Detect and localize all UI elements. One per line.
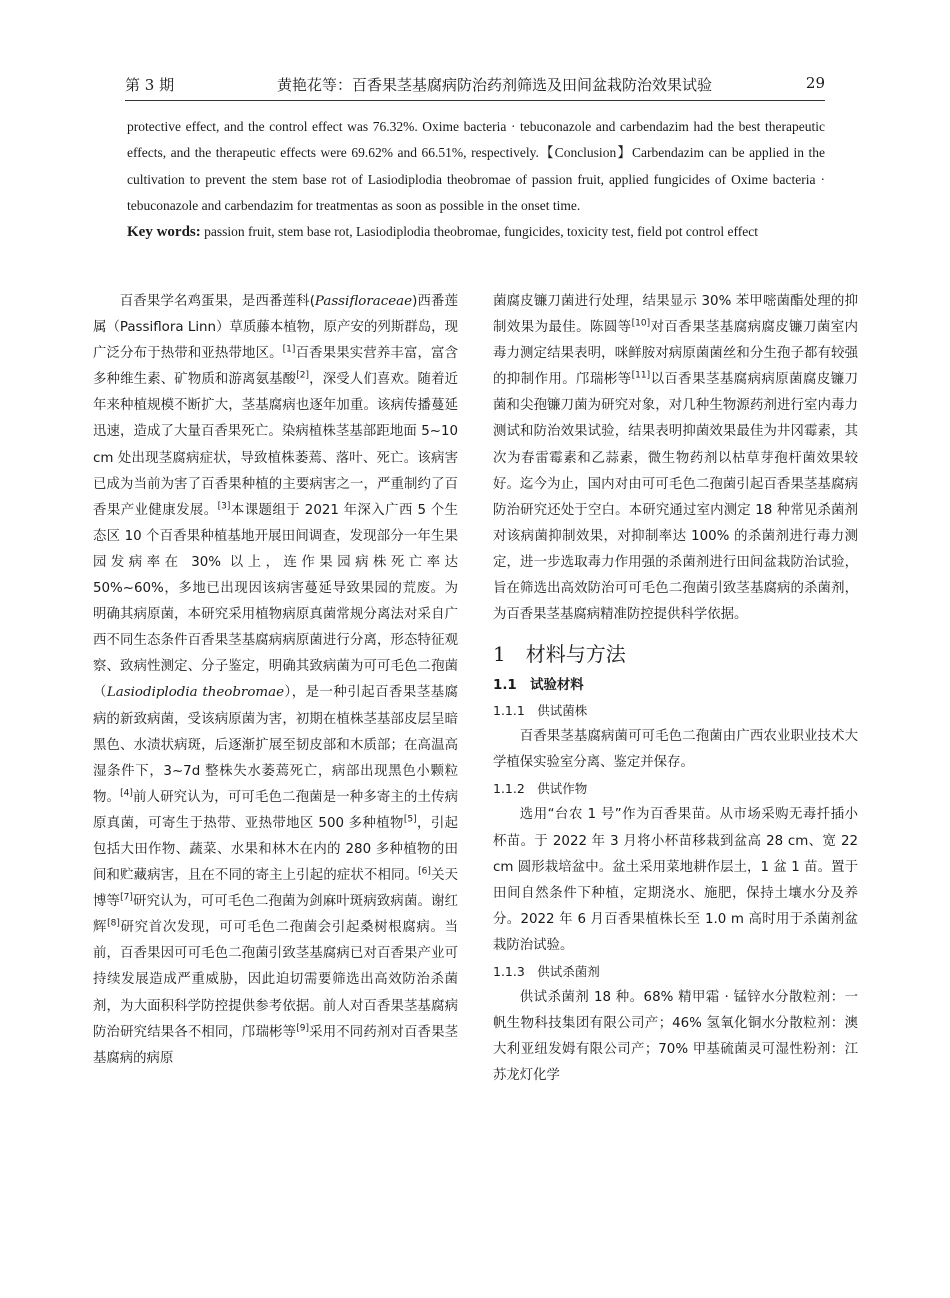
keywords-text: passion fruit, stem base rot, Lasiodiplodia theobromae, fungicides, toxicity test, field pot control effect [204,224,758,240]
citation: [9] [296,1023,309,1034]
citation: [6] [418,866,431,877]
intro-paragraph: 百香果学名鸡蛋果，是西番莲科(Passifloraceae)西番莲属（Passiflora Linn）草质藤本植物，原产安的列斯群岛，现广泛分布于热带和亚热带地区。[1]百香果果实营养丰富，富含多种维生素、矿物质和游离氨基酸[2]，深受人们喜欢。随着近年来种植规模不断扩大，茎基腐病也逐年加重。该病传播蔓延迅速，造成了大量百香果死亡。染病植株茎基部距地面 5~10 cm 处出现茎腐病症状，导致植株萎蔫、落叶、死亡。该病害已成为当前为害了百香果种植的主要病害之一，严重制约了百香果产业健康发展。[3]本课题组于 2021 年深入广西 5 个生态区 10 个百香果种植基地开展田间调查，发现部分一年生果园发病率在 30% 以上，连作果园病株死亡率达 50%~60%，多地已出现因该病害蔓延导致果园的荒废。为明确其病原菌，本研究采用植物病原真菌常规分离法对采自广西不同生态条件百香果茎基腐病病原菌进行分离，形态特征观察、致病性测定、分子鉴定，明确其致病菌为可可毛色二孢菌（Lasiodiplodia theobromae），是一种引起百香果茎基腐病的新致病菌，受该病原菌为害，初期在植株茎基部皮层呈暗黑色、水渍状病斑，后逐渐扩展至韧皮部和木质部；在高温高湿条件下，3~7d 整株失水萎蔫死亡，病部出现黑色小颗粒物。[4]前人研究认为，可可毛色二孢菌是一种多寄主的土传病原真菌，可寄生于热带、亚热带地区 500 多种植物[5]，引起包括大田作物、蔬菜、水果和林木在内的 280 多种植物的田间和贮藏病害，且在不同的寄主上引起的症状不相同。[6]关天博等[7]研究认为，可可毛色二孢菌为剑麻叶斑病致病菌。谢红辉[8]研究首次发现，可可毛色二孢菌会引起桑树根腐病。当前，百香果因可可毛色二孢菌引致茎基腐病已对百香果产业可持续发展造成严重威胁，因此迫切需要筛选出高效防治杀菌剂，为大面积科学防控提供参考依据。前人对百香果茎基腐病防治研究结果各不相同，邝瑞彬等[9]采用不同药剂对百香果茎基腐病的病原 [93,294,459,1066]
running-title: 黄艳花等：百香果茎基腐病防治药剂筛选及田间盆栽防治效果试验 [277,76,713,94]
subsubsection-heading: 1.1.3 供试杀菌剂 [493,963,600,979]
section-heading: 1 材料与方法 [493,642,626,667]
citation: [10] [631,318,651,329]
subsubsection-heading: 1.1.1 供试菌株 [493,703,588,719]
keywords [127,219,825,245]
citation: [4] [120,788,133,799]
subsection-heading: 1.1 试验材料 [493,678,584,694]
issue-number: 第 3 期 [125,76,175,94]
citation: [5] [403,814,417,825]
citation: [7] [120,892,133,903]
right-column [493,289,858,1089]
citation: [2] [296,370,309,381]
english-abstract [127,114,825,245]
citation: [8] [107,918,120,929]
crop-paragraph: 选用“台农 1 号”作为百香果苗。从市场采购无毒扦插小杯苗。于 2022 年 3 月将小杯苗移栽到盆高 28 cm、宽 22 cm 圆形栽培盆中。盆土采用菜地耕作层土，1 盆 1 苗。置于田间自然条件下种植，定期浇水、施肥，保持土壤水分及养分。2022 年 6 月百香果植株长至 1.0 m 高时用于杀菌剂盆栽防治试验。 [493,807,858,953]
citation: [3] [217,501,231,512]
page-number: 29 [805,74,825,92]
fungicide-paragraph: 供试杀菌剂 18 种。68% 精甲霜 · 锰锌水分散粒剂：一帆生物科技集团有限公司产；46% 氢氧化铜水分散粒剂：澳大利亚纽发姆有限公司产；70% 甲基硫菌灵可湿性粉剂：江苏龙灯化学 [493,989,858,1084]
running-header [125,74,825,96]
intro-continued: 菌腐皮镰刀菌进行处理，结果显示 30% 苯甲嘧菌酯处理的抑制效果为最佳。陈圆等[10]对百香果茎基腐病腐皮镰刀菌室内毒力测定结果表明，咪鲜胺对病原菌菌丝和分生孢子都有较强的抑制作用。邝瑞彬等[11]以百香果茎基腐病病原菌腐皮镰刀菌和尖孢镰刀菌为研究对象，对几种生物源药剂进行室内毒力测试和防治效果试验，结果表明抑菌效果最佳为井冈霉素，其次为春雷霉素和乙蒜素，微生物药剂以枯草芽孢杆菌效果较好。迄今为止，国内对由可可毛色二孢菌引起百香果茎基腐病防治研究还处于空白。本研究通过室内测定 18 种常见杀菌剂对该病菌抑制效果，对抑制率达 100% 的杀菌剂进行毒力测定，进一步选取毒力作用强的杀菌剂进行田间盆栽防治试验，旨在筛选出高效防治可可毛色二孢菌引致茎基腐病的杀菌剂，为百香果茎基腐病精准防控提供科学依据。 [493,294,859,623]
citation: [1] [282,344,296,355]
left-column [93,289,458,1072]
subsubsection-heading: 1.1.2 供试作物 [493,781,588,797]
strain-paragraph: 百香果茎基腐病菌可可毛色二孢菌由广西农业职业技术大学植保实验室分离、鉴定并保存。 [493,729,858,771]
abstract-text: protective effect, and the control effect was 76.32%. Oxime bacteria · tebuconazole and carbendazim had the best therapeutic effects, and the therapeutic effects were 69.62% and 66.51%, respectively.【Conclusion】Carbendazim can be applied in the cultivation to prevent the stem base rot of Lasiodiplodia theobromae of passion fruit, applied fungicides of Oxime bacteria · tebuconazole and carbendazim for treatmentas as soon as possible in the onset time. [127,119,825,213]
keywords-label: Key words: [127,224,201,241]
header-divider [125,100,825,101]
citation: [11] [631,370,651,381]
